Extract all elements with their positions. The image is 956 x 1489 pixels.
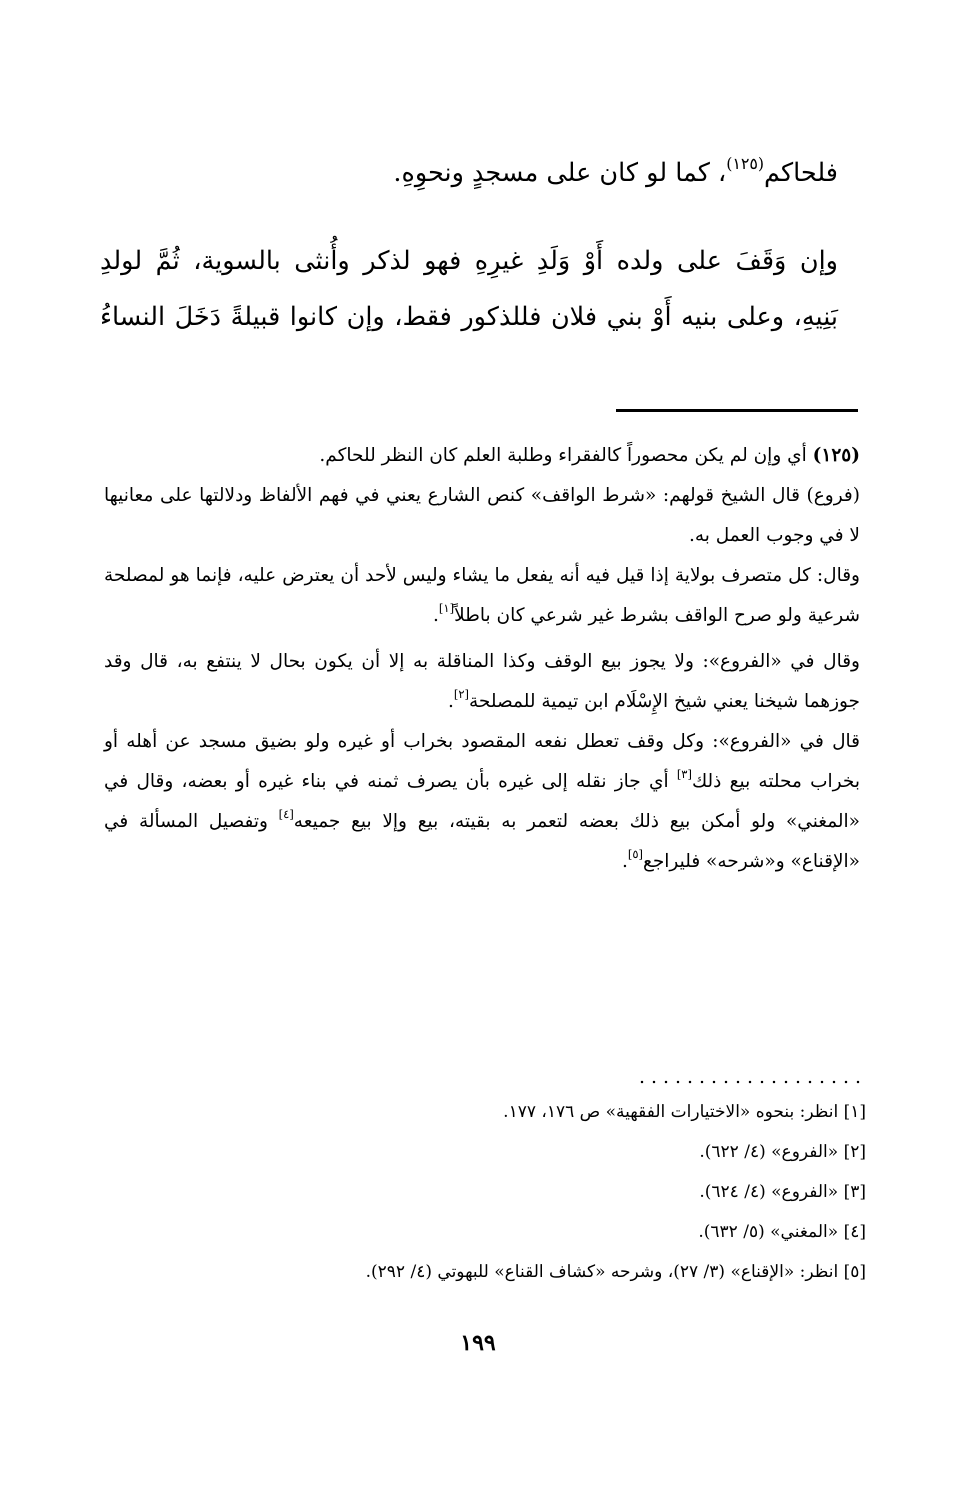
page-number: ١٩٩: [460, 1330, 496, 1356]
ref-marker-3: [٣]: [676, 767, 692, 782]
footnote-ref-125: (١٢٥): [726, 154, 765, 174]
main-text-line-2: وإن وَقَفَ على ولده أَوْ وَلَدِ غيرِهِ فهو لذكر وأُنثى بالسوية، ثُمَّ لولدِ: [100, 246, 838, 276]
footnote-para-1: (فروع) قال الشيخ قولهم: «شرط الواقف» كنص الشارع يعني في فهم الألفاظ ودلالتها على معانيها لا في وجوب العمل به.: [104, 485, 860, 546]
reference-item: [١] انظر: بنحوه «الاختيارات الفقهية» ص ١٧٦، ١٧٧.: [503, 1102, 866, 1122]
reference-item: [٢] «الفروع» (٤/ ٦٢٢).: [699, 1142, 866, 1162]
footnote-separator: [616, 409, 858, 412]
reference-item: [٥] انظر: «الإقناع» (٣/ ٢٧)، وشرحه «كشاف القناع» للبهوتي (٤/ ٢٩٢).: [365, 1262, 866, 1282]
main-text-word: فلحاكم: [764, 158, 838, 188]
footnote-125-text: أي وإن لم يكن محصوراً كالفقراء وطلبة العلم كان النظر للحاكم.: [319, 445, 807, 466]
footnote-para-2-text: وقال: كل متصرف بولاية إذا قيل فيه أنه يفعل ما يشاء وليس لأحد أن يعترض عليه، فإنما هو لمصلحة شرعية ولو صرح الواقف بشرط غير شرعي كان باطلاً: [104, 565, 860, 626]
main-text-line-1: [100, 154, 838, 189]
footnote-para-2: وقال: كل متصرف بولاية إذا قيل فيه أنه يفعل ما يشاء وليس لأحد أن يعترض عليه، فإنما هو لمصلحة شرعية ولو صرح الواقف بشرط غير شرعي كان باطلاً[١].: [104, 565, 860, 626]
ref-marker-2: [٢]: [453, 687, 469, 702]
footnote-para-3-text: وقال في «الفروع»: ولا يجوز بيع الوقف وكذا المناقلة به إلا أن يكون بحال لا ينتفع به، قال وقد جوزهما شيخنا يعني شيخ الإِسْلَام ابن تيمية للمصلحة: [104, 651, 860, 712]
footnote-para-3: وقال في «الفروع»: ولا يجوز بيع الوقف وكذا المناقلة به إلا أن يكون بحال لا ينتفع به، قال وقد جوزهما شيخنا يعني شيخ الإِسْلَام ابن تيمية للمصلحة[٢].: [104, 651, 860, 712]
footnote-125-intro: [104, 436, 860, 476]
footnote-para-4-text-a: قال في «الفروع»: وكل وقف تعطل نفعه المقصود بخراب أو غيره ولو بضيق مسجد عن أهله أو بخراب محلته بيع ذلك: [104, 731, 860, 792]
main-text-line-3: بَنِيهِ، وعلى بنيه أَوْ بني فلان فللذكور فقط، وإن كانوا قبيلةً دَخَلَ النساءُ: [100, 302, 838, 332]
main-text-rest: ، كما لو كان على مسجدٍ ونحوِهِ.: [393, 158, 727, 188]
footnote-para-4: قال في «الفروع»: وكل وقف تعطل نفعه المقصود بخراب أو غيره ولو بضيق مسجد عن أهله أو بخراب محلته بيع ذلك[٣] أي جاز نقله إلى غيره بأن يصرف ثمنه في بناء غيره أو بعضه، وقال في «المغني» ولو أمكن بيع ذلك بعضه لتعمر به بقيته، بيع وإلا بيع جميعه[٤] وتفصيل المسألة في «الإقناع» و«شرحه» فليراجع[٥].: [104, 731, 860, 872]
reference-item: [٣] «الفروع» (٤/ ٦٢٤).: [699, 1182, 866, 1202]
ref-marker-1: [١]: [438, 601, 455, 616]
reference-item: [٤] «المغني» (٥/ ٦٣٢).: [698, 1222, 866, 1242]
footnote-para-4-text-c: وتفصيل المسألة في «الإقناع» و«شرحه» فليراجع: [104, 811, 860, 872]
dotted-separator: [636, 1078, 864, 1086]
footnote-marker: (١٢٥): [812, 445, 860, 466]
ref-marker-4: [٤]: [278, 807, 294, 822]
footnote-para-4-text-b: أي جاز نقله إلى غيره بأن يصرف ثمنه في بناء غيره أو بعضه، وقال في «المغني» ولو أمكن بيع ذلك بعضه لتعمر به بقيته، بيع وإلا بيع جميعه: [104, 771, 860, 832]
footnote-125: [104, 436, 860, 882]
ref-marker-5: [٥]: [627, 847, 643, 862]
reference-list: [150, 1092, 866, 1292]
